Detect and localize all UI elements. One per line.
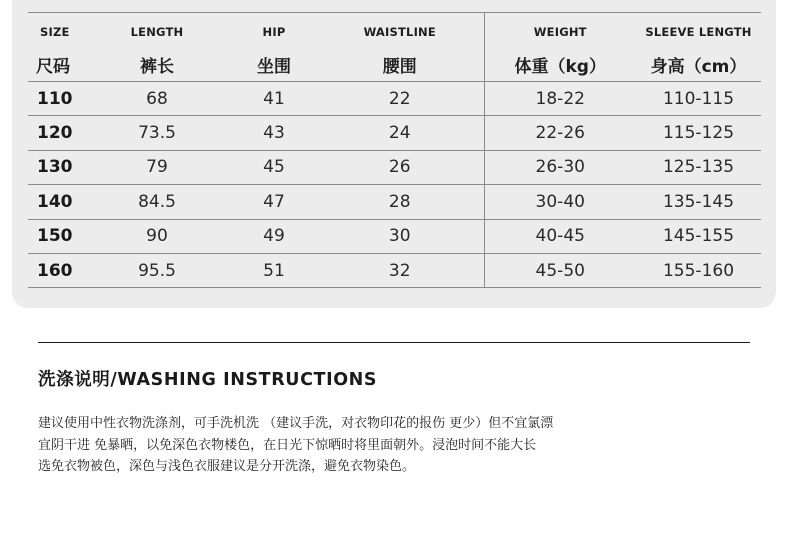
height-cell: 145-155 bbox=[636, 219, 761, 253]
washing-line: 选免衣物被色，深色与浅色衣服建议是分开洗涤，避免衣物染色。 bbox=[38, 459, 416, 474]
weight-cell: 40-45 bbox=[484, 219, 636, 253]
weight-cell: 26-30 bbox=[484, 150, 636, 184]
header-size: SIZE bbox=[28, 13, 82, 49]
washing-line: 建议使用中性衣物洗涤剂，可手洗机洗 （建议手洗，对衣物印花的报伤 更少）但不宜氯漂 bbox=[38, 416, 554, 431]
header-row-en bbox=[28, 13, 761, 49]
length-cell: 68 bbox=[82, 82, 232, 116]
length-cell: 90 bbox=[82, 219, 232, 253]
size-chart-table bbox=[28, 12, 761, 288]
hip-cell: 45 bbox=[232, 150, 316, 184]
header-weight-cn: 体重（kg） bbox=[484, 49, 636, 82]
weight-cell: 18-22 bbox=[484, 82, 636, 116]
waistline-cell: 28 bbox=[316, 185, 484, 219]
weight-cell: 45-50 bbox=[484, 253, 636, 287]
washing-instructions bbox=[38, 413, 758, 478]
length-cell: 95.5 bbox=[82, 253, 232, 287]
header-hip: HIP bbox=[232, 13, 316, 49]
height-cell: 115-125 bbox=[636, 116, 761, 150]
table-row bbox=[28, 116, 761, 150]
size-cell: 150 bbox=[28, 219, 82, 253]
height-cell: 110-115 bbox=[636, 82, 761, 116]
section-divider bbox=[38, 342, 750, 343]
size-cell: 140 bbox=[28, 185, 82, 219]
size-cell: 110 bbox=[28, 82, 82, 116]
hip-cell: 41 bbox=[232, 82, 316, 116]
header-weight: WEIGHT bbox=[484, 13, 636, 49]
table-row bbox=[28, 185, 761, 219]
height-cell: 135-145 bbox=[636, 185, 761, 219]
header-height-cn: 身高（cm） bbox=[636, 49, 761, 82]
table-row bbox=[28, 150, 761, 184]
waistline-cell: 26 bbox=[316, 150, 484, 184]
table-row bbox=[28, 82, 761, 116]
height-cell: 125-135 bbox=[636, 150, 761, 184]
washing-line: 宜阴干进 免暴晒，以免深色衣物楼色，在日光下惊晒时将里面朝外。浸泡时间不能大长 bbox=[38, 437, 537, 453]
header-waistline-cn: 腰围 bbox=[316, 49, 484, 82]
height-cell: 155-160 bbox=[636, 253, 761, 287]
hip-cell: 43 bbox=[232, 116, 316, 150]
table-row bbox=[28, 253, 761, 287]
header-length: LENGTH bbox=[82, 13, 232, 49]
washing-title: 洗涤说明/WASHING INSTRUCTIONS bbox=[38, 370, 378, 390]
waistline-cell: 30 bbox=[316, 219, 484, 253]
table-row bbox=[28, 219, 761, 253]
header-sleeve-length: SLEEVE LENGTH bbox=[636, 13, 761, 49]
length-cell: 79 bbox=[82, 150, 232, 184]
weight-cell: 22-26 bbox=[484, 116, 636, 150]
size-cell: 130 bbox=[28, 150, 82, 184]
hip-cell: 49 bbox=[232, 219, 316, 253]
header-hip-cn: 坐围 bbox=[232, 49, 316, 82]
header-waistline: WAISTLINE bbox=[316, 13, 484, 49]
hip-cell: 47 bbox=[232, 185, 316, 219]
waistline-cell: 32 bbox=[316, 253, 484, 287]
size-cell: 160 bbox=[28, 253, 82, 287]
header-row-cn bbox=[28, 49, 761, 82]
waistline-cell: 24 bbox=[316, 116, 484, 150]
hip-cell: 51 bbox=[232, 253, 316, 287]
length-cell: 84.5 bbox=[82, 185, 232, 219]
header-length-cn: 裤长 bbox=[82, 49, 232, 82]
size-cell: 120 bbox=[28, 116, 82, 150]
header-size-cn: 尺码 bbox=[28, 49, 82, 82]
weight-cell: 30-40 bbox=[484, 185, 636, 219]
length-cell: 73.5 bbox=[82, 116, 232, 150]
waistline-cell: 22 bbox=[316, 82, 484, 116]
